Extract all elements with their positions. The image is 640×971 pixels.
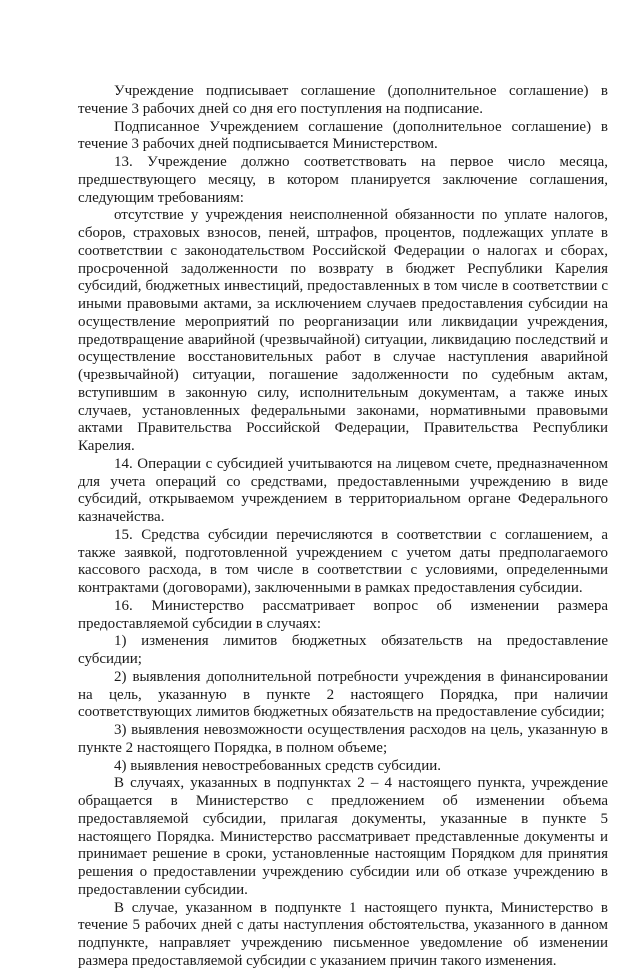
paragraph-13: 13. Учреждение должно соответствовать на первое число месяца, предшествующего месяцу, в котором планируется заключение соглашения, следующим требованиям: [78, 154, 608, 206]
paragraph-signed-agreement: Подписанное Учреждением соглашение (дополнительное соглашение) в течение 3 рабочих дней подписывается Министерством. [78, 118, 608, 153]
paragraph-16-item-4: 4) выявления невостребованных средств субсидии. [114, 757, 441, 774]
document-body [78, 83, 608, 971]
paragraph-16-item-3: 3) выявления невозможности осуществления расходов на цель, указанную в пункте 2 настоящего Порядка, в полном объеме; [78, 722, 608, 756]
paragraph-16: 16. Министерство рассматривает вопрос об изменении размера предоставляемой субсидии в случаях: [78, 597, 608, 632]
paragraph-13-requirement: отсутствие у учреждения неисполненной обязанности по уплате налогов, сборов, страховых взносов, пеней, штрафов, процентов, подлежащих уплате в соответствии с законодательством Российской Федерации о налогах и сборах, просроченной задолженности по возврату в бюджет Республики Карелия субсидий, бюджетных инвестиций, предоставленных в том числе в соответствии с иными правовыми актами, за исключением случаев предоставления субсидии на осуществление мероприятий по реорганизации или ликвидации учреждения, предотвращение аварийной (чрезвычайной) ситуации, ликвидацию последствий и осуществление восстановительных работ в случае наступления аварийной (чрезвычайной) ситуации, погашение задолженности по судебным актам, вступившим в законную силу, исполнительным документам, а также иных случаев, установленных федеральными законами, нормативными правовыми актами Правительства Российской Федерации, Правительства Республики Карелия. [78, 207, 608, 454]
paragraph-16-item-1: 1) изменения лимитов бюджетных обязательств на предоставление субсидии; [78, 633, 608, 667]
paragraph-16-case-1: В случае, указанном в подпункте 1 настоящего пункта, Министерство в течение 5 рабочих дней с даты наступления обстоятельства, указанного в данном подпункте, направляет учреждению письменное уведомление об изменении размера предоставляемой субсидии с указанием причин такого изменения. [78, 899, 608, 969]
paragraph-14: 14. Операции с субсидией учитываются на лицевом счете, предназначенном для учета операций со средствами, предоставленными учреждению в виде субсидий, открываемом учреждением в территориальном органе Федерального казначейства. [78, 455, 608, 525]
paragraph-signing: Учреждение подписывает соглашение (дополнительное соглашение) в течение 3 рабочих дней со дня его поступления на подписание. [78, 83, 608, 117]
paragraph-15: 15. Средства субсидии перечисляются в соответствии с соглашением, а также заявкой, подготовленной учреждением с учетом даты предполагаемого кассового расхода, в том числе в соответствии с условиями, определенными контрактами (договорами), заключенными в рамках предоставления субсидии. [78, 526, 608, 596]
paragraph-16-item-2: 2) выявления дополнительной потребности учреждения в финансировании на цель, указанную в пункте 2 настоящего Порядка, при наличии соответствующих лимитов бюджетных обязательств на предоставление субсидии; [78, 668, 608, 721]
paragraph-16-cases-2-4: В случаях, указанных в подпунктах 2 – 4 настоящего пункта, учреждение обращается в Министерство с предложением об изменении объема предоставляемой субсидии, прилагая документы, указанные в пункте 5 настоящего Порядка. Министерство рассматривает представленные документы и принимает решение в сроки, установленные настоящим Порядком для принятия решения о предоставлении учреждению субсидии или об отказе учреждению в предоставлении субсидии. [78, 775, 608, 898]
